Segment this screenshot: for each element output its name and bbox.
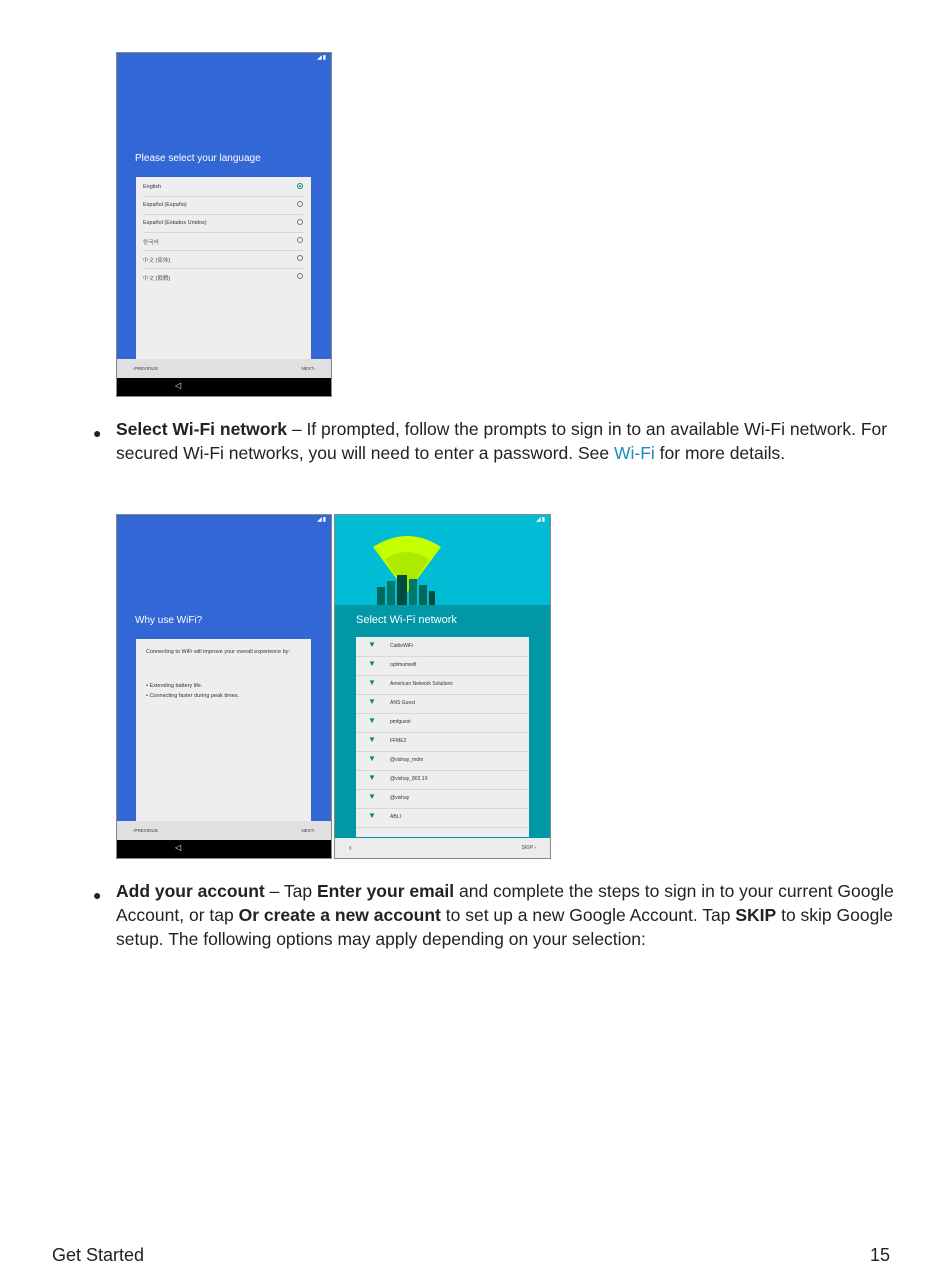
why-wifi-card [136, 639, 311, 821]
wifi-network-name: ANS Guest [390, 700, 416, 706]
language-label: English [143, 184, 162, 190]
enter-email-term: Enter your email [316, 881, 455, 901]
language-option[interactable] [143, 179, 303, 197]
radio-icon[interactable] [297, 201, 303, 207]
wifi-signal-icon: ▼ [368, 640, 376, 649]
wifi-heading: Select Wi-Fi network [116, 419, 287, 439]
radio-icon[interactable] [297, 219, 303, 225]
wifi-city-illustration [335, 515, 551, 605]
wifi-network-item[interactable] [356, 808, 529, 828]
language-option[interactable] [143, 197, 303, 215]
wifi-network-name: FFME2 [390, 738, 407, 744]
bullet-icon: ● [93, 425, 102, 441]
system-nav-bar [117, 840, 331, 858]
wifi-network-name: ABLI [390, 814, 401, 820]
signal-battery-icon: ◢▮ [317, 55, 327, 61]
wifi-network-name: CableWiFi [390, 643, 414, 649]
select-wifi-screenshot [334, 514, 551, 859]
wifi-network-name: American Network Solutions [390, 681, 453, 687]
language-list [136, 177, 311, 359]
skip-term: SKIP [735, 905, 777, 925]
setup-nav-bar [117, 359, 331, 378]
back-button[interactable]: ‹ [349, 843, 352, 852]
wifi-signal-icon: ▼ [368, 659, 376, 668]
wifi-network-name: @vishay_802.1X [390, 776, 428, 782]
wifi-illustration-area [335, 515, 550, 605]
account-text: to set up a new Google Account. Tap [440, 905, 736, 925]
setup-nav-bar [117, 821, 331, 840]
account-heading: Add your account [116, 881, 265, 901]
wifi-signal-icon: ▼ [368, 678, 376, 687]
radio-icon[interactable] [297, 255, 303, 261]
select-wifi-title: Select Wi-Fi network [356, 614, 457, 626]
language-label: 中文 (繁體) [143, 276, 171, 282]
wifi-text: – If prompted, follow the prompts to sign in to an available Wi-Fi network. For secured Wi-Fi networks, you will need to enter a password. See [116, 419, 888, 463]
account-text: – Tap [264, 881, 317, 901]
wifi-signal-icon: ▼ [368, 811, 376, 820]
wifi-signal-icon: ▼ [368, 716, 376, 725]
wifi-network-item[interactable] [356, 637, 529, 657]
previous-button[interactable]: ‹PREVIOUS [133, 366, 158, 371]
wifi-network-item[interactable] [356, 694, 529, 714]
wifi-signal-icon: ▼ [368, 754, 376, 763]
language-label: 한국어 [143, 240, 159, 246]
wifi-network-name: @vishay [390, 795, 410, 801]
why-wifi-intro: Connecting to WiFi will improve your overall experience by: [146, 649, 290, 655]
wifi-bottom-bar [335, 838, 550, 858]
language-option[interactable] [143, 269, 303, 286]
signal-battery-icon: ◢▮ [317, 517, 327, 523]
account-text: and complete the steps to sign in to your current Google Account, or tap [116, 881, 894, 925]
system-nav-bar [117, 378, 331, 396]
language-option[interactable] [143, 215, 303, 233]
wifi-network-name: optimumwifi [390, 662, 417, 668]
create-account-term: Or create a new account [238, 905, 441, 925]
why-wifi-screenshot [116, 514, 332, 859]
wifi-network-item[interactable] [356, 789, 529, 809]
language-label: Español (Estados Unidos) [143, 220, 207, 226]
next-button[interactable]: NEXT› [301, 366, 315, 371]
wifi-network-item[interactable] [356, 751, 529, 771]
radio-icon[interactable] [297, 237, 303, 243]
wifi-link[interactable]: Wi-Fi [614, 443, 655, 463]
wifi-signal-icon: ▼ [368, 735, 376, 744]
wifi-signal-icon: ▼ [368, 792, 376, 801]
wifi-network-item[interactable] [356, 713, 529, 733]
language-option[interactable] [143, 233, 303, 251]
radio-selected-icon[interactable] [297, 183, 303, 189]
previous-button[interactable]: ‹PREVIOUS [133, 828, 158, 833]
page-number: 15 [869, 1245, 890, 1265]
why-wifi-title: Why use WiFi? [135, 615, 203, 626]
why-wifi-point: • Extending battery life. [146, 683, 203, 689]
wifi-network-item[interactable] [356, 656, 529, 676]
language-label: 中文 (简体) [143, 258, 171, 264]
language-option[interactable] [143, 251, 303, 269]
wifi-network-item[interactable] [356, 732, 529, 752]
next-button[interactable]: NEXT› [301, 828, 315, 833]
signal-battery-icon: ◢▮ [536, 517, 546, 523]
account-paragraph [116, 879, 896, 951]
status-bar [117, 515, 331, 525]
wifi-network-item[interactable] [356, 770, 529, 790]
why-wifi-point: • Connecting faster during peak times. [146, 693, 240, 699]
language-screenshot [116, 52, 332, 397]
account-text: to skip Google setup. The following options may apply depending on your selection: [116, 905, 893, 949]
wifi-network-name: @vishay_mdm [390, 757, 424, 763]
wifi-paragraph [116, 417, 896, 465]
bullet-icon: ● [93, 887, 102, 903]
wifi-signal-icon: ▼ [368, 773, 376, 782]
status-bar [117, 53, 331, 63]
skip-button[interactable]: SKIP › [521, 845, 536, 851]
language-label: Español (España) [143, 202, 187, 208]
back-icon[interactable]: ◁ [175, 843, 182, 852]
language-title: Please select your language [135, 153, 261, 164]
wifi-network-item[interactable] [356, 675, 529, 695]
back-icon[interactable]: ◁ [175, 381, 182, 390]
wifi-text-end: for more details. [654, 443, 786, 463]
wifi-signal-icon: ▼ [368, 697, 376, 706]
wifi-network-list [356, 637, 529, 837]
radio-icon[interactable] [297, 273, 303, 279]
footer-section: Get Started [52, 1245, 145, 1265]
wifi-network-name: pmfguest [390, 719, 411, 725]
